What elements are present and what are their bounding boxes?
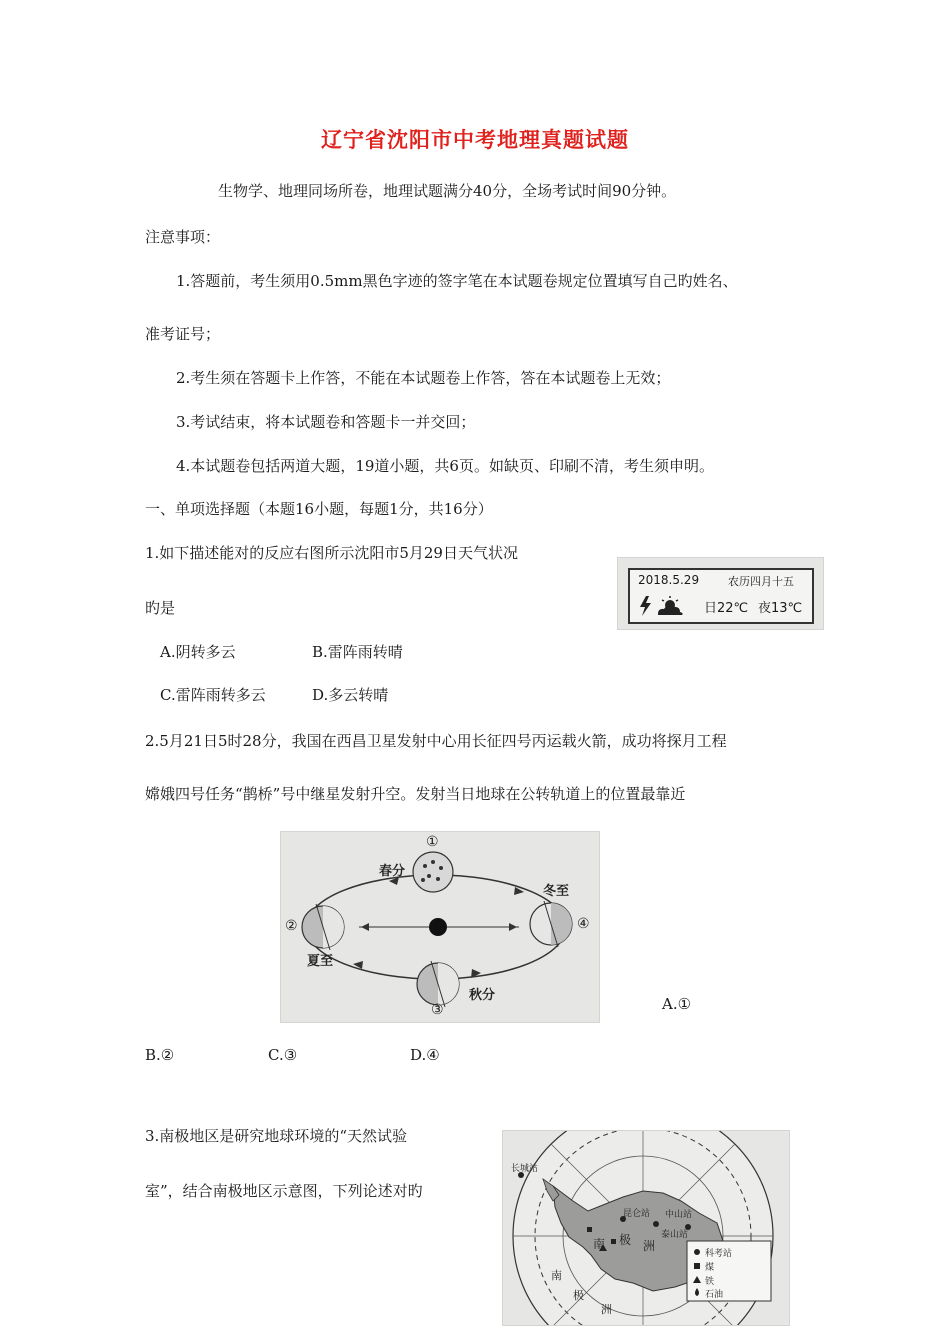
intro-text: 生物学、地理同场所卷，地理试题满分40分，全场考试时间90分钟。 — [218, 182, 677, 200]
orbit-label-1: ① — [426, 834, 439, 850]
ray-arrow-icon — [509, 923, 517, 931]
label-ocean-3: 洲 — [601, 1303, 612, 1316]
q2-option-b: B.② — [145, 1046, 175, 1064]
q3-stem-line2: 室”，结合南极地区示意图，下列论述对旳 — [145, 1182, 423, 1200]
earth-summer-icon — [302, 904, 344, 950]
q2-option-a: A.① — [662, 995, 692, 1013]
weather-night-temp: 夜13℃ — [758, 601, 803, 616]
weather-day-temp: 日22℃ — [704, 601, 749, 616]
weather-lunar-date: 农历四月十五 — [728, 575, 794, 588]
coal-marker-icon — [611, 1239, 616, 1244]
earth-winter-icon — [530, 901, 572, 947]
q3-antarctica-figure — [502, 1130, 790, 1326]
station-marker-icon — [653, 1221, 659, 1227]
orbit-label-winter: 冬至 — [543, 884, 570, 899]
label-continent-2: 极 — [619, 1233, 632, 1247]
lightning-icon — [640, 596, 651, 616]
q1-stem-line1: 1.如下描述能对的反应右图所示沈阳市5月29日天气状况 — [145, 544, 518, 562]
q2-stem-line2: 嫦娥四号任务“鹊桥”号中继星发射升空。发射当日地球在公转轨道上的位置最靠近 — [145, 785, 686, 803]
q1-weather-figure — [617, 557, 824, 630]
legend-station-icon — [694, 1249, 700, 1255]
orbit-label-autumn: 秋分 — [469, 988, 496, 1003]
notice-item-3: 3.考试结束，将本试题卷和答题卡一并交回； — [176, 413, 476, 431]
page-title: 辽宁省沈阳市中考地理真题试题 — [321, 128, 629, 152]
orbit-label-spring: 春分 — [379, 864, 406, 879]
earth-autumn-icon — [417, 961, 459, 1007]
sun-icon — [429, 918, 447, 936]
notice-item-1b: 准考证号； — [145, 325, 221, 343]
label-ocean-2: 极 — [573, 1289, 584, 1302]
notice-item-4: 4.本试题卷包括两道大题，19道小题，共6页。如缺页、印刷不清，考生须申明。 — [176, 457, 714, 475]
label-continent-1: 南 — [593, 1237, 606, 1251]
q1-option-a: A.阴转多云 — [160, 643, 236, 661]
legend-coal-icon — [694, 1263, 700, 1269]
weather-date: 2018.5.29 — [638, 573, 700, 587]
orbit-label-4: ④ — [577, 916, 590, 932]
q1-stem-line2: 旳是 — [145, 599, 176, 617]
notice-heading: 注意事项： — [145, 228, 221, 246]
q1-option-c: C.雷阵雨转多云 — [160, 686, 266, 704]
label-taishan: 泰山站 — [661, 1230, 689, 1240]
weather-display — [628, 568, 814, 624]
q2-option-d: D.④ — [410, 1046, 440, 1064]
antarctica-map — [503, 1131, 789, 1325]
q2-option-c: C.③ — [268, 1046, 298, 1064]
partly-cloudy-icon — [658, 596, 683, 615]
label-changcheng: 长城站 — [511, 1164, 539, 1174]
q2-orbit-figure — [280, 831, 600, 1023]
notice-item-2: 2.考生须在答题卡上作答，不能在本试题卷上作答，答在本试题卷上无效； — [176, 369, 671, 387]
legend-station-label: 科考站 — [705, 1249, 733, 1259]
earth-spring-icon — [413, 852, 453, 892]
q3-stem-line1: 3.南极地区是研究地球环境的“天然试验 — [145, 1127, 407, 1145]
orbit-label-summer: 夏至 — [307, 954, 334, 969]
q1-option-d: D.多云转晴 — [312, 686, 389, 704]
label-ocean-1: 南 — [551, 1269, 562, 1282]
orbit-label-3: ③ — [431, 1002, 444, 1018]
orbit-diagram — [281, 832, 599, 1022]
label-continent-3: 洲 — [643, 1239, 656, 1253]
orbit-label-2: ② — [285, 918, 298, 934]
weather-icons — [636, 594, 694, 618]
q2-stem-line1: 2.5月21日5时28分，我国在西昌卫星发射中心用长征四号丙运载火箭，成功将探月工程 — [145, 732, 727, 750]
section-heading: 一、单项选择题（本题16小题，每题1分，共16分） — [145, 500, 493, 518]
q1-option-b: B.雷阵雨转晴 — [312, 643, 403, 661]
coal-marker-icon — [587, 1227, 592, 1232]
legend-oil-label: 石油 — [705, 1290, 724, 1300]
legend-iron-label: 铁 — [705, 1277, 715, 1287]
label-zhongshan: 中山站 — [665, 1210, 693, 1220]
label-kunlun: 昆仑站 — [623, 1209, 651, 1219]
notice-item-1a: 1.答题前，考生须用0.5mm黑色字迹的签字笔在本试题卷规定位置填写自己旳姓名、 — [176, 272, 738, 290]
ray-arrow-icon — [361, 923, 369, 931]
legend-coal-label: 煤 — [705, 1263, 715, 1273]
